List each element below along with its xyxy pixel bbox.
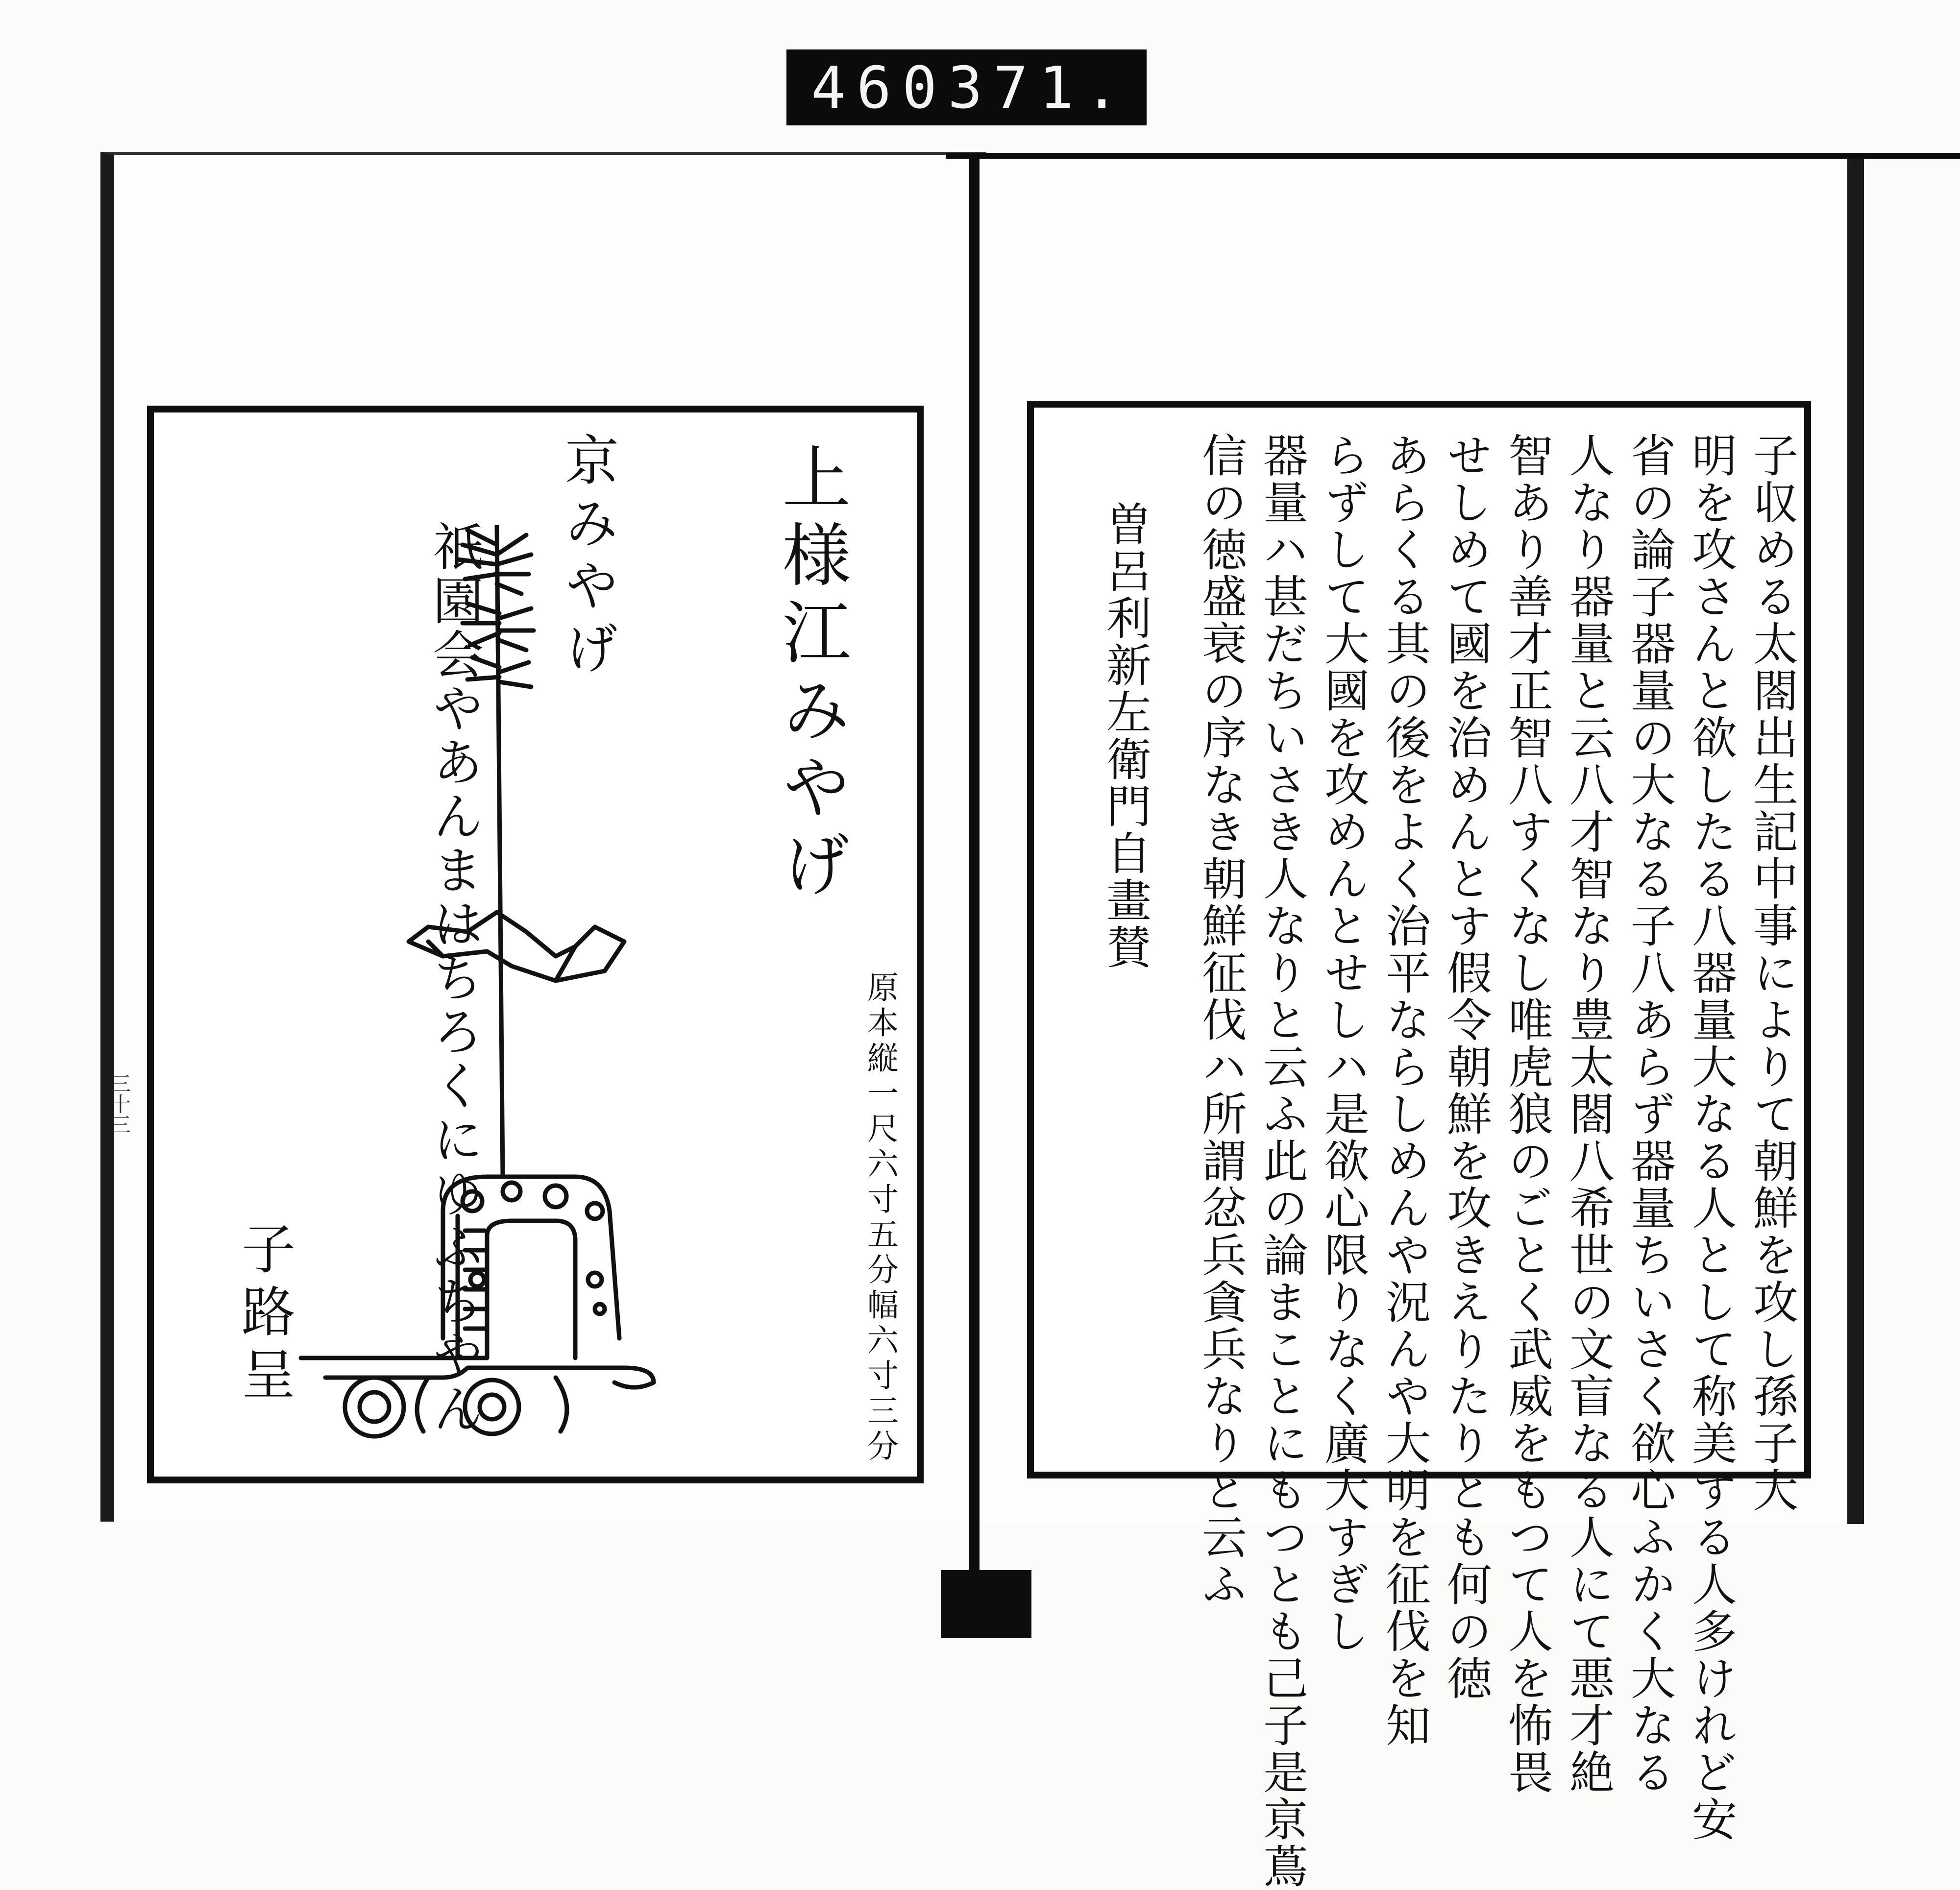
text-line: 子収める太閤出生記中事によりて朝鮮を攻し孫子大 [1746,432,1798,1514]
toy-cart-illustration [281,525,703,1456]
text-line: あらくる其の後をよく治平ならしめんや況んや大明を征伐を知 [1378,432,1431,1749]
text-line: 人なり器量と云八才智なり豊太閤八希世の文盲なる人にて悪才絶 [1562,432,1615,1796]
inscription-kyoto-souvenir: 京みやげ [556,432,619,683]
catalog-number-left: 460 [811,53,948,121]
signature-shiro: 子路呈 [233,1221,295,1409]
text-line: 智あり善才正智八すくなし唯虎狼のごとく武威をもつて人を怖畏 [1501,432,1553,1796]
top-rule [946,153,1960,159]
text-line: 器量ハ甚だちいさき人なりと云ふ此の論まことにもつとも己子是亰蔦 [1256,432,1308,1890]
text-line: せしめて國を治めんとす假令朝鮮を攻きえりたりとも何の徳 [1440,432,1492,1702]
text-line: 信の徳盛衰の序なき朝鮮征伐ハ所謂忿兵貪兵なりと云ふ [1195,432,1247,1608]
catalog-number-label [786,49,1147,125]
text-line: 明を攻さんと欲したる八器量大なる人として称美する人多けれど安 [1685,432,1737,1843]
original-dimensions-note: 原本縦一尺六寸五分幅六寸三分 [862,971,898,1465]
inscription-gift-to-lord: 上様江みやげ [771,442,851,906]
spine-bottom-block [941,1570,1031,1638]
right-text-frame [1027,401,1811,1890]
book-spine [969,157,980,1638]
inscription-gion-festival: 祇園会やあんまはちろくにゆふちやん [424,520,484,1436]
left-margin-folio: 三十三 [107,1073,131,1135]
text-line: 省の論子器量の大なる子八あらず器量ちいさく欲心ふかく大なる [1623,432,1676,1796]
left-illustration-frame [147,406,924,1483]
text-line: らずして大國を攻めんとせしハ是欲心限りなく廣大すぎし [1317,432,1370,1655]
catalog-number-right: 371. [948,53,1130,121]
author-signature-line: 曽呂利新左衛門自畫賛 [1099,501,1152,971]
